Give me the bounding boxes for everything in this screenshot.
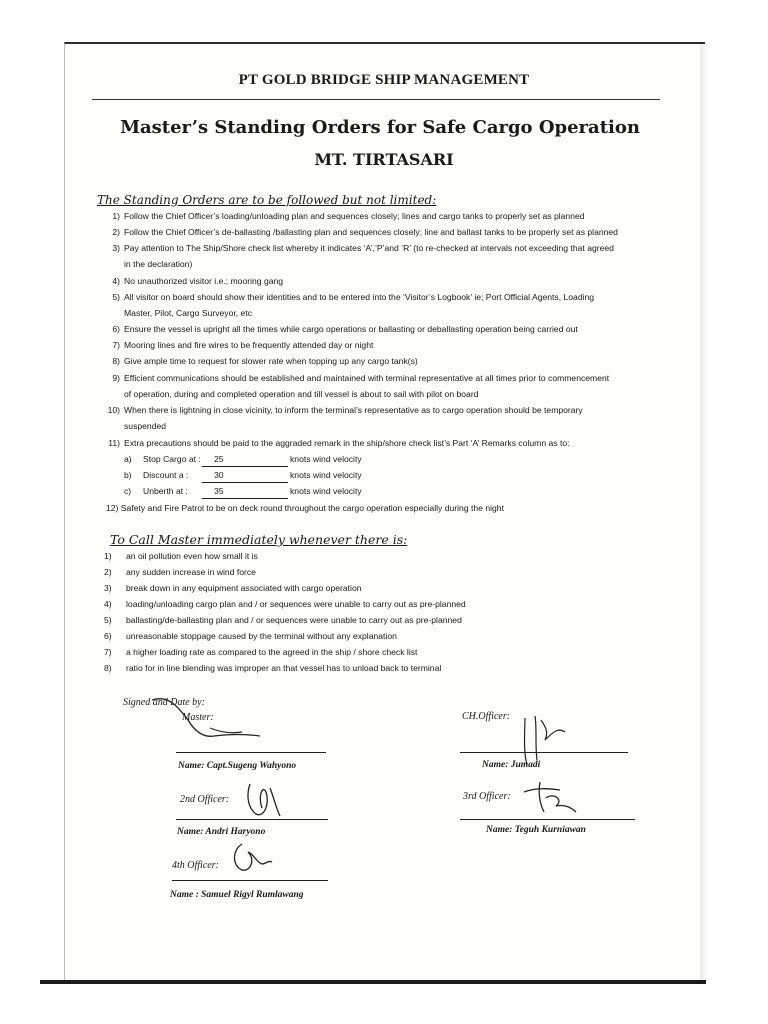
- second-officer-signature-line: [176, 819, 328, 820]
- vessel-name: MT. TIRTASARI: [314, 150, 454, 169]
- fourth-officer-signature: [228, 838, 278, 878]
- master-signature: [150, 690, 270, 750]
- call-master-number: 1): [104, 551, 112, 561]
- order-number: 8): [112, 356, 120, 366]
- order-number: 2): [112, 227, 120, 237]
- order-item-text: suspended: [124, 421, 167, 431]
- order-item-text: Mooring lines and fire wires to be frequently attended day or night: [124, 340, 374, 350]
- third-officer-signature-line: [460, 819, 635, 820]
- order-item-text: Efficient communications should be established and maintained with terminal representative at all times prior to commencement: [124, 373, 610, 383]
- page-edge-shadow: [700, 44, 708, 980]
- order-number: 11): [108, 438, 120, 448]
- order-item-text: Follow the Chief Officer’s de-ballasting /ballasting plan and sequences closely; line and ballast tanks to be properly set as planned: [124, 227, 618, 237]
- call-master-number: 6): [104, 631, 112, 641]
- wind-limit-label: Unberth at :: [143, 486, 188, 496]
- wind-limit-letter: b): [124, 470, 132, 480]
- call-master-number: 8): [104, 663, 112, 673]
- order-item-text: Extra precautions should be paid to the aggraded remark in the ship/shore check list’s Part ‘A’ Remarks column as to:: [124, 438, 570, 448]
- wind-limit-value: 25: [202, 453, 288, 467]
- order-item-text: No unauthorized visitor i.e.; mooring gang: [124, 276, 284, 286]
- wind-limit-letter: a): [124, 454, 132, 464]
- order-item-text: Ensure the vessel is upright all the times while cargo operations or ballasting or deballasting operation being carried out: [124, 324, 578, 334]
- order-number: 4): [112, 276, 120, 286]
- call-master-number: 2): [104, 567, 112, 577]
- fourth-officer-label: 4th Officer:: [172, 860, 219, 871]
- order-number: 5): [112, 292, 120, 302]
- order-item-text: All visitor on board should show their identities and to be entered into the ‘Visitor’s Logbook’ ie; Port Official Agents, Loading: [124, 292, 595, 302]
- call-master-item: any sudden increase in wind force: [126, 567, 256, 577]
- call-master-item: loading/unloading cargo plan and / or sequences were unable to carry out as pre-planned: [126, 599, 466, 609]
- company-name: PT GOLD BRIDGE SHIP MANAGEMENT: [238, 72, 530, 88]
- call-master-number: 5): [104, 615, 112, 625]
- call-master-item: ratio for in line blending was improper an that vessel has to unload back to terminal: [126, 663, 442, 673]
- wind-limit-value: 30: [202, 469, 288, 483]
- second-officer-name: Name: Andri Haryono: [177, 827, 266, 837]
- call-master-heading: To Call Master immediately whenever there is:: [110, 532, 408, 547]
- page-bottom-edge: [40, 980, 706, 984]
- fourth-officer-name: Name : Samuel Rigyl Rumlawang: [170, 890, 304, 900]
- order-item-text: Master, Pilot, Cargo Surveyor, etc: [124, 308, 253, 318]
- call-master-item: a higher loading rate as compared to the agreed in the ship / shore check list: [126, 647, 418, 657]
- ch-officer-signature-line: [460, 752, 628, 753]
- order-item-text: of operation, during and completed operation and till vessel is about to sail with pilot on board: [124, 389, 479, 399]
- order-item-text: Pay attention to The Ship/Shore check list whereby it indicates ‘A’,’P’and ‘R’ (to re-checked at intervals not exceeding that agreed: [124, 243, 614, 253]
- order-number: 7): [112, 340, 120, 350]
- order-item-text: Give ample time to request for slower rate when topping up any cargo tank(s): [124, 356, 418, 366]
- call-master-item: ballasting/de-ballasting plan and / or sequences were unable to carry out as pre-planned: [126, 615, 462, 625]
- call-master-item: an oil pollution even how small it is: [126, 551, 258, 561]
- order-number: 9): [112, 373, 120, 383]
- document-title: Master’s Standing Orders for Safe Cargo Operation: [120, 117, 640, 138]
- wind-limit-label: Stop Cargo at :: [143, 454, 201, 464]
- standing-orders-heading: The Standing Orders are to be followed but not limited:: [97, 193, 437, 207]
- call-master-item: break down in any equipment associated with cargo operation: [126, 583, 362, 593]
- third-officer-name: Name: Teguh Kurniawan: [486, 825, 586, 835]
- wind-limit-value: 35: [202, 485, 288, 499]
- call-master-number: 4): [104, 599, 112, 609]
- call-master-number: 7): [104, 647, 112, 657]
- wind-limit-letter: c): [124, 486, 132, 496]
- fourth-officer-signature-line: [172, 880, 328, 881]
- second-officer-label: 2nd Officer:: [180, 794, 230, 805]
- wind-limit-unit: knots wind velocity: [290, 454, 362, 464]
- order-item-text: Follow the Chief Officer’s loading/unloading plan and sequences closely; lines and cargo tanks to properly set as planned: [124, 211, 585, 221]
- ch-officer-label: CH.Officer:: [462, 711, 511, 722]
- wind-limit-unit: knots wind velocity: [290, 486, 362, 496]
- wind-limit-unit: knots wind velocity: [290, 470, 362, 480]
- header-divider: [92, 99, 660, 100]
- order-item-12: 12) Safety and Fire Patrol to be on deck round throughout the cargo operation especially during the night: [106, 503, 504, 513]
- ch-officer-name: Name: Jumadi: [482, 760, 541, 770]
- third-officer-label: 3rd Officer:: [463, 791, 511, 802]
- wind-limit-label: Discount a :: [143, 470, 189, 480]
- master-label: Master:: [182, 712, 214, 723]
- call-master-number: 3): [104, 583, 112, 593]
- order-number: 3): [112, 243, 120, 253]
- third-officer-signature: [520, 778, 580, 818]
- order-number: 10): [107, 405, 120, 415]
- call-master-item: unreasonable stoppage caused by the terminal without any explanation: [126, 631, 397, 641]
- order-number: 1): [112, 211, 120, 221]
- master-signature-line: [176, 752, 326, 753]
- master-name: Name: Capt.Sugeng Wahyono: [178, 761, 297, 771]
- order-item-text: When there is lightning in close vicinity, to inform the terminal’s representative as to cargo operation should be temporary: [124, 405, 583, 415]
- signed-label: Signed and Date by:: [123, 697, 205, 708]
- order-number: 6): [112, 324, 120, 334]
- order-item-text: in the declaration): [124, 259, 193, 269]
- second-officer-signature: [240, 778, 290, 823]
